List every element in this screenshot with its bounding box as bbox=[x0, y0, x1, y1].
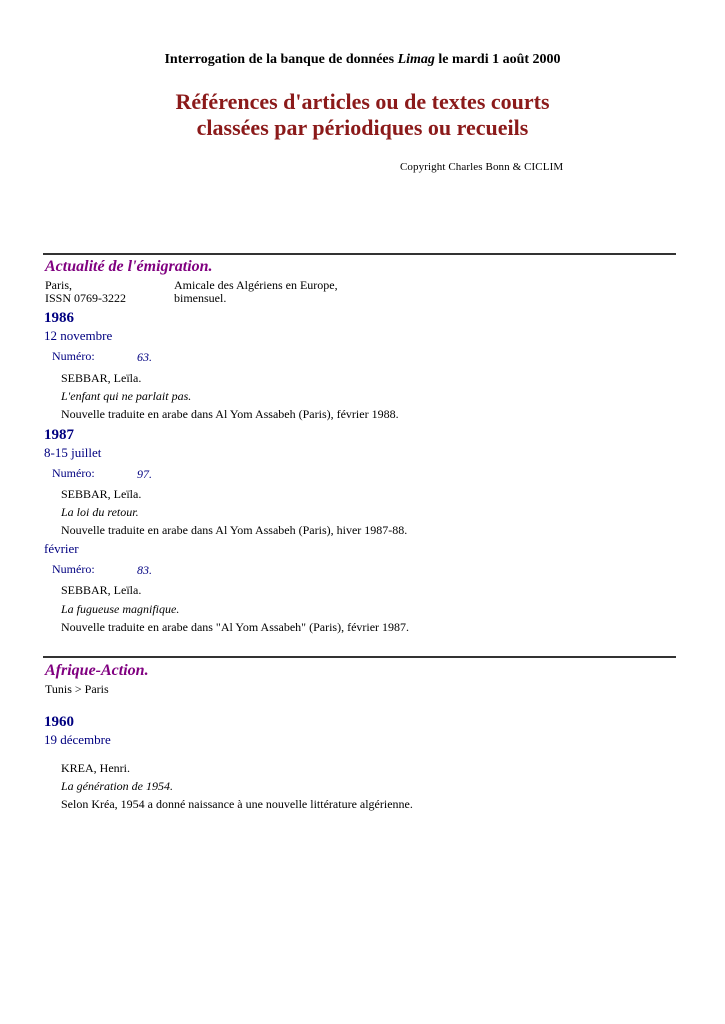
copyright-notice: Copyright Charles Bonn & CICLIM bbox=[400, 161, 564, 173]
periodical-publisher: Amicale des Algériens en Europe, bbox=[174, 278, 338, 292]
issue-number: 63. bbox=[137, 350, 152, 364]
issue-date: février bbox=[44, 541, 79, 556]
periodical-title: Afrique-Action. bbox=[45, 662, 149, 679]
entry-title: La génération de 1954. bbox=[61, 779, 173, 793]
page-title-line-1: Références d'articles ou de textes courts bbox=[175, 89, 550, 114]
entry-author: SEBBAR, Leïla. bbox=[61, 583, 142, 597]
issue-number: 97. bbox=[137, 467, 152, 481]
issue-date: 12 novembre bbox=[44, 328, 113, 343]
entry-title: L'enfant qui ne parlait pas. bbox=[61, 389, 192, 403]
entry-author: SEBBAR, Leïla. bbox=[61, 487, 142, 501]
database-name: Limag bbox=[397, 52, 435, 67]
periodical-title: Actualité de l'émigration. bbox=[45, 258, 213, 275]
issue-number: 83. bbox=[137, 563, 152, 577]
section-divider bbox=[43, 253, 676, 255]
periodical-place: Tunis > Paris bbox=[45, 682, 109, 696]
entry-title: La loi du retour. bbox=[61, 505, 139, 519]
query-header-suffix: le mardi 1 août 2000 bbox=[434, 52, 561, 67]
entry-note: Selon Kréa, 1954 a donné naissance à une nouvelle littérature algérienne. bbox=[61, 797, 413, 811]
issue-number-label: Numéro: bbox=[52, 466, 95, 480]
page-title-line-2: classées par périodiques ou recueils bbox=[196, 115, 529, 140]
entry-author: KREA, Henri. bbox=[61, 761, 130, 775]
periodical-issn: ISSN 0769-3222 bbox=[45, 291, 127, 305]
issue-number-label: Numéro: bbox=[52, 349, 95, 363]
query-header bbox=[0, 52, 725, 68]
year-heading: 1987 bbox=[44, 427, 74, 443]
issue-date: 19 décembre bbox=[44, 732, 111, 747]
entry-title: La fugueuse magnifique. bbox=[61, 602, 180, 616]
year-heading: 1960 bbox=[44, 714, 74, 730]
entry-note: Nouvelle traduite en arabe dans Al Yom Assabeh (Paris), hiver 1987-88. bbox=[61, 523, 408, 537]
issue-date: 8-15 juillet bbox=[44, 445, 102, 460]
entry-note: Nouvelle traduite en arabe dans Al Yom Assabeh (Paris), février 1988. bbox=[61, 407, 399, 421]
entry-author: SEBBAR, Leïla. bbox=[61, 371, 142, 385]
year-heading: 1986 bbox=[44, 310, 74, 326]
section-divider bbox=[43, 656, 676, 658]
periodical-frequency: bimensuel. bbox=[174, 291, 227, 305]
issue-number-label: Numéro: bbox=[52, 562, 95, 576]
query-header-prefix: Interrogation de la banque de données bbox=[164, 52, 398, 67]
periodical-place: Paris, bbox=[45, 278, 72, 292]
entry-note: Nouvelle traduite en arabe dans "Al Yom Assabeh" (Paris), février 1987. bbox=[61, 620, 410, 634]
